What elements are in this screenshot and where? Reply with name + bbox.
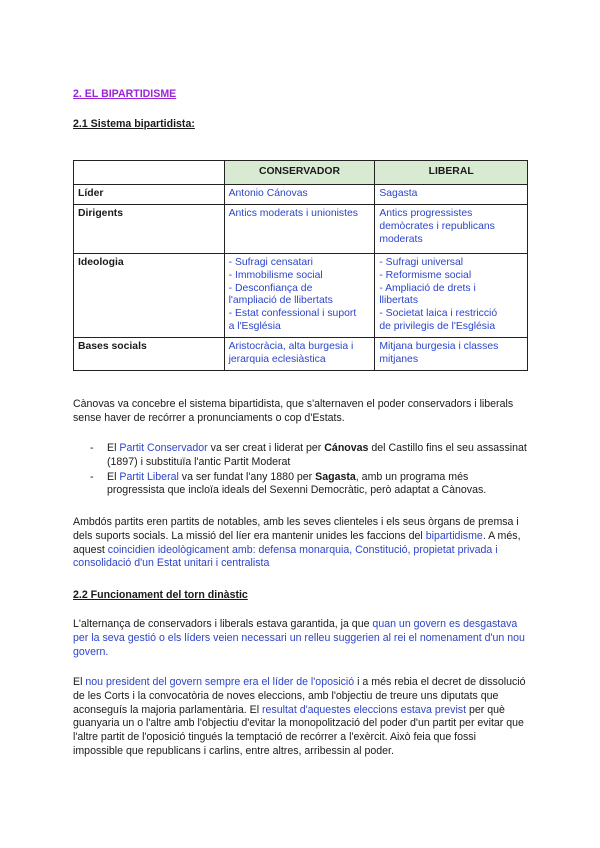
table-header-empty [74,161,225,185]
section-title-sistema-bipartidista: 2.1 Sistema bipartidista: [73,118,195,130]
table-header-conservador: CONSERVADOR [224,161,375,185]
table-row [74,338,528,371]
paragraph-president-govern: El nou president del govern sempre era el líder de l'oposició i a més rebia el decret de dissolució de les Corts i la convocatòria de noves eleccions, amb l'objectiu de treure uns diputats que aconseguís la majoria parlamentària. El resultat d'aquestes eleccions estava previst per què guanyaria un o l'altre amb l'objectiu d'evitar la monopolització del poder d'un partit per evitar que l'altre partit de l'oposició tingués la temptació de recórrer a l'exèrcit. Això feia que fossi impossible que republicans i carlins, entre altres, arribessin al poder. [73,676,526,757]
row-label: Ideologia [74,253,225,337]
row-label: Dirigents [74,204,225,253]
partit-conservador-text: Partit Conservador [119,442,208,454]
table-header-liberal: LIBERAL [375,161,528,185]
cell-liberal: Sagasta [375,184,528,204]
row-label: Bases socials [74,338,225,371]
section-title-torn-dinastic: 2.2 Funcionament del torn dinàstic [73,589,248,601]
cell-liberal: Mitjana burgesia i classes mitjanes [375,338,528,371]
table-row [74,184,528,204]
partit-liberal-text: Partit Liberal [119,470,179,483]
comparison-table [73,160,528,371]
table-row [74,253,528,337]
cell-conservador: Aristocràcia, alta burgesia i jerarquia eclesiàstica [224,338,375,371]
paragraph-alternanca: L'alternança de conservadors i liberals estava garantida, ja que quan un govern es desgastava per la seva gestió o els líders veien necessari un relleu suggerien al rei el nomenament d'un nou govern. [73,618,525,658]
table-row [74,204,528,253]
dash-marker: - [90,470,94,483]
list-item: - El Partit Conservador va ser creat i liderat per Cánovas del Castillo fins el seu assassinat (1897) i substituïa l'antic Partit Moderat [90,442,527,468]
parties-list [73,442,528,499]
row-label: Líder [74,184,225,204]
paragraph-partits-notables: Ambdós partits eren partits de notables, amb les seves clienteles i els seus òrgans de premsa i dels suports socials. La missió del líer era mantenir unides les faccions del bipartidisme. A més, aquest coincidien ideològicament amb: defensa monarquia, Constitució, propietat privada i consolidació d'un Estat unitari i centralista [73,516,521,570]
cell-liberal: Antics progressistes demòcrates i republicans moderats [375,204,528,253]
dash-marker: - [90,442,94,454]
list-item: - El Partit Liberal va ser fundat l'any 1880 per Sagasta, amb un programa més progressista que incloïa ideals del Sexenni Democràtic, però adaptat a Cànovas. [90,470,487,497]
paragraph-bipartidisme: Cànovas va concebre el sistema bipartidista, que s'alternaven el poder conservadors i liberals sense haver de recórrer a pronunciaments o cop d'Estats. [73,398,514,424]
cell-conservador: Antics moderats i unionistes [224,204,375,253]
table-header-row [74,161,528,185]
cell-liberal: - Sufragi universal - Reformisme social - Ampliació de drets i llibertats - Societat laica i restricció de privilegis de l'Església [375,253,528,337]
document-heading: 2. EL BIPARTIDISME [73,88,177,100]
cell-conservador: - Sufragi censatari - Immobilisme social - Desconfiança de l'ampliació de llibertats - Estat confessional i suport a l'Església [224,253,375,337]
cell-conservador: Antonio Cánovas [224,184,375,204]
